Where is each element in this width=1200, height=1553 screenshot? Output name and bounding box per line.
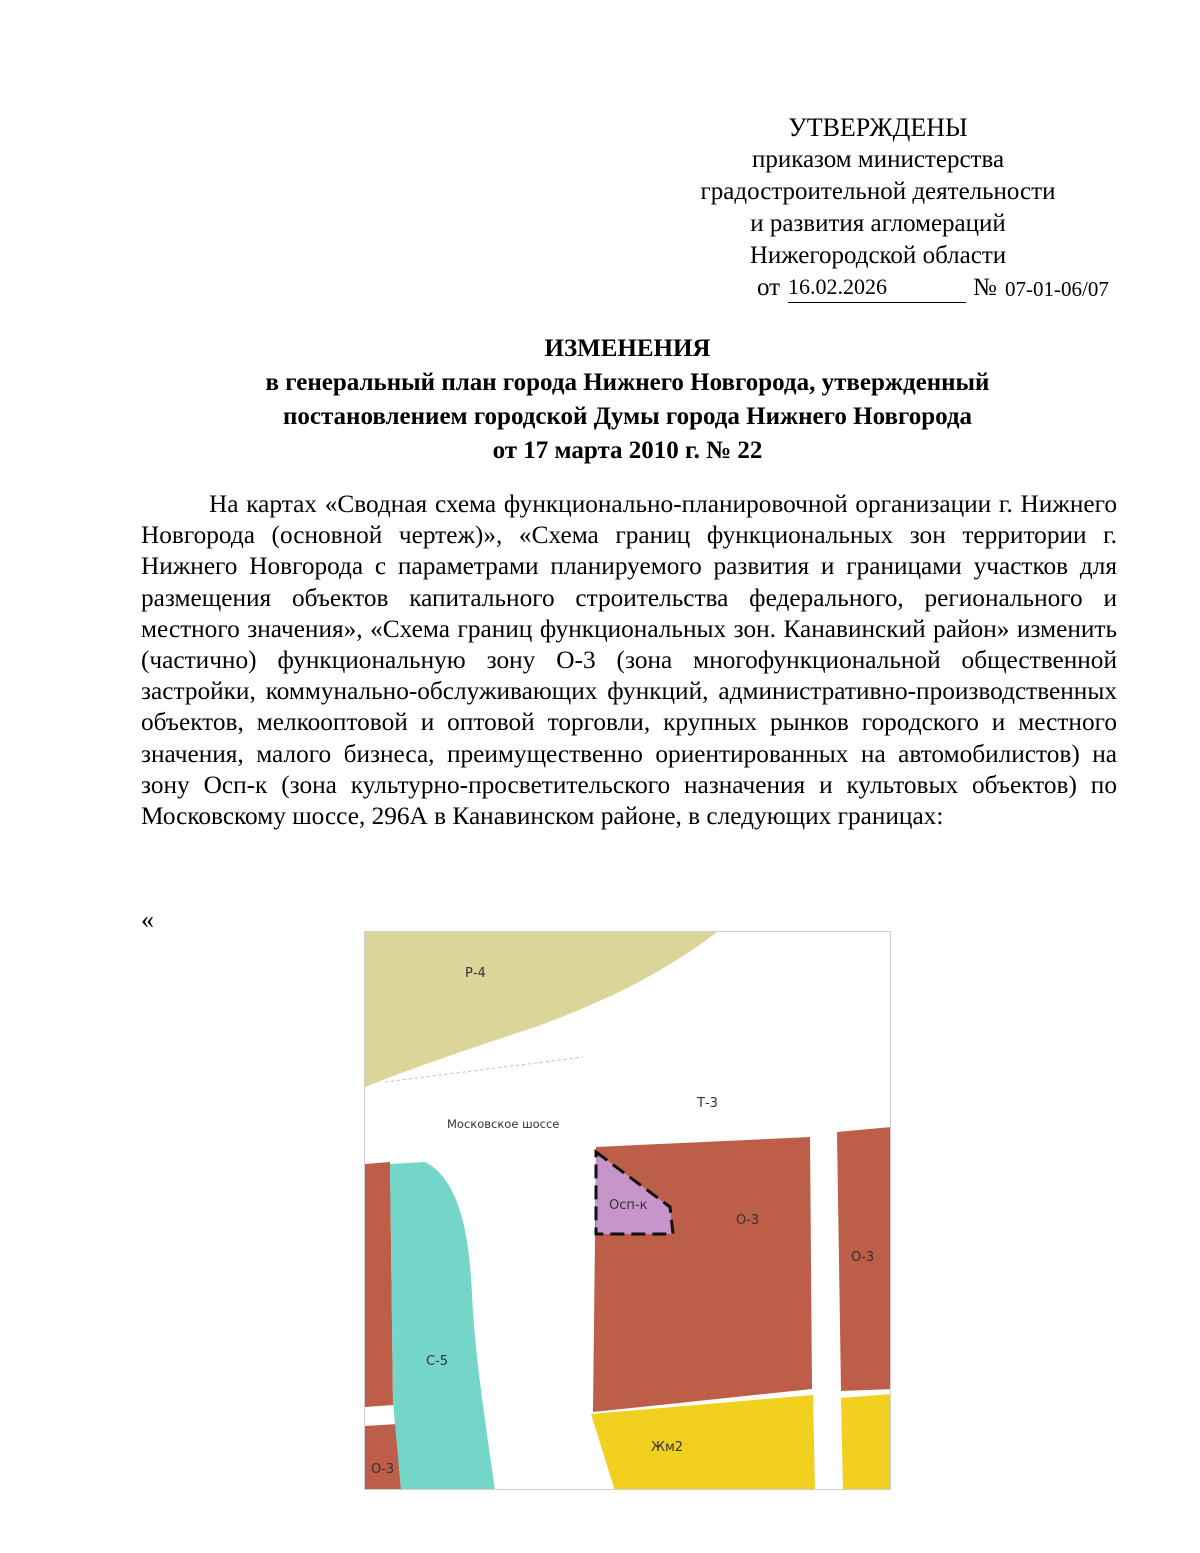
quote-open: « (141, 905, 154, 934)
label-zhm2: Жм2 (651, 1440, 684, 1455)
number-sign: № (973, 274, 997, 301)
approval-line: приказом министерства (751, 146, 1005, 173)
heading-line: от 17 марта 2010 г. № 22 (492, 437, 763, 464)
date-prefix: от (757, 274, 781, 301)
approval-number: 07-01-06/07 (1005, 277, 1109, 301)
label-o3-left: О-3 (371, 1462, 395, 1477)
approval-line: Нижегородской области (749, 242, 1007, 269)
zone-o3-left-strip (365, 1162, 393, 1407)
zoning-map-svg (365, 932, 891, 1490)
label-o3-center: О-3 (736, 1213, 760, 1228)
zoning-map (364, 931, 891, 1490)
heading-line: в генеральный план города Нижнего Новгорода, утвержденный (265, 369, 990, 396)
approval-date-line (640, 272, 1120, 304)
label-osp: Осп-к (609, 1198, 648, 1213)
label-street: Московское шоссе (447, 1117, 560, 1131)
label-r4: Р-4 (465, 966, 486, 981)
document-heading (130, 332, 1125, 468)
approval-date: 16.02.2026 (788, 272, 966, 303)
heading-line: постановлением городской Думы города Нижнего Новгорода (282, 403, 973, 430)
label-c5: С-5 (426, 1354, 449, 1369)
label-o3-right: О-3 (851, 1250, 875, 1265)
approval-line: и развития агломераций (750, 210, 1006, 237)
body-paragraph: На картах «Сводная схема функционально-планировочной организации г. Нижнего Новгорода (основной чертеж)», «Схема границ функциональных зон территории г. Нижнего Новгорода с параметрами планируемого развития и границами участков для размещения объектов капитального строительства федерального, регионального и местного значения», «Схема границ функциональных зон. Канавинский район» изменить (частично) функциональную зону О-3 (зона многофункциональной общественной застройки, коммунально-обслуживающих функций, административно-производственных объектов, мелкооптовой и оптовой торговли, крупных рынков городского и местного значения, малого бизнеса, преимущественно ориентированных на автомобилистов) на зону Осп-к (зона культурно-просветительского назначения и культовых объектов) по Московскому шоссе, 296А в Канавинском районе, в следующих границах: (141, 490, 1117, 831)
heading-title: ИЗМЕНЕНИЯ (544, 335, 711, 362)
approval-block (640, 112, 1120, 304)
label-t3: Т-3 (697, 1096, 718, 1111)
approval-line: градостроительной деятельности (700, 178, 1056, 205)
zone-zhm2-right (841, 1394, 891, 1490)
approval-title: УТВЕРЖДЕНЫ (788, 113, 968, 142)
